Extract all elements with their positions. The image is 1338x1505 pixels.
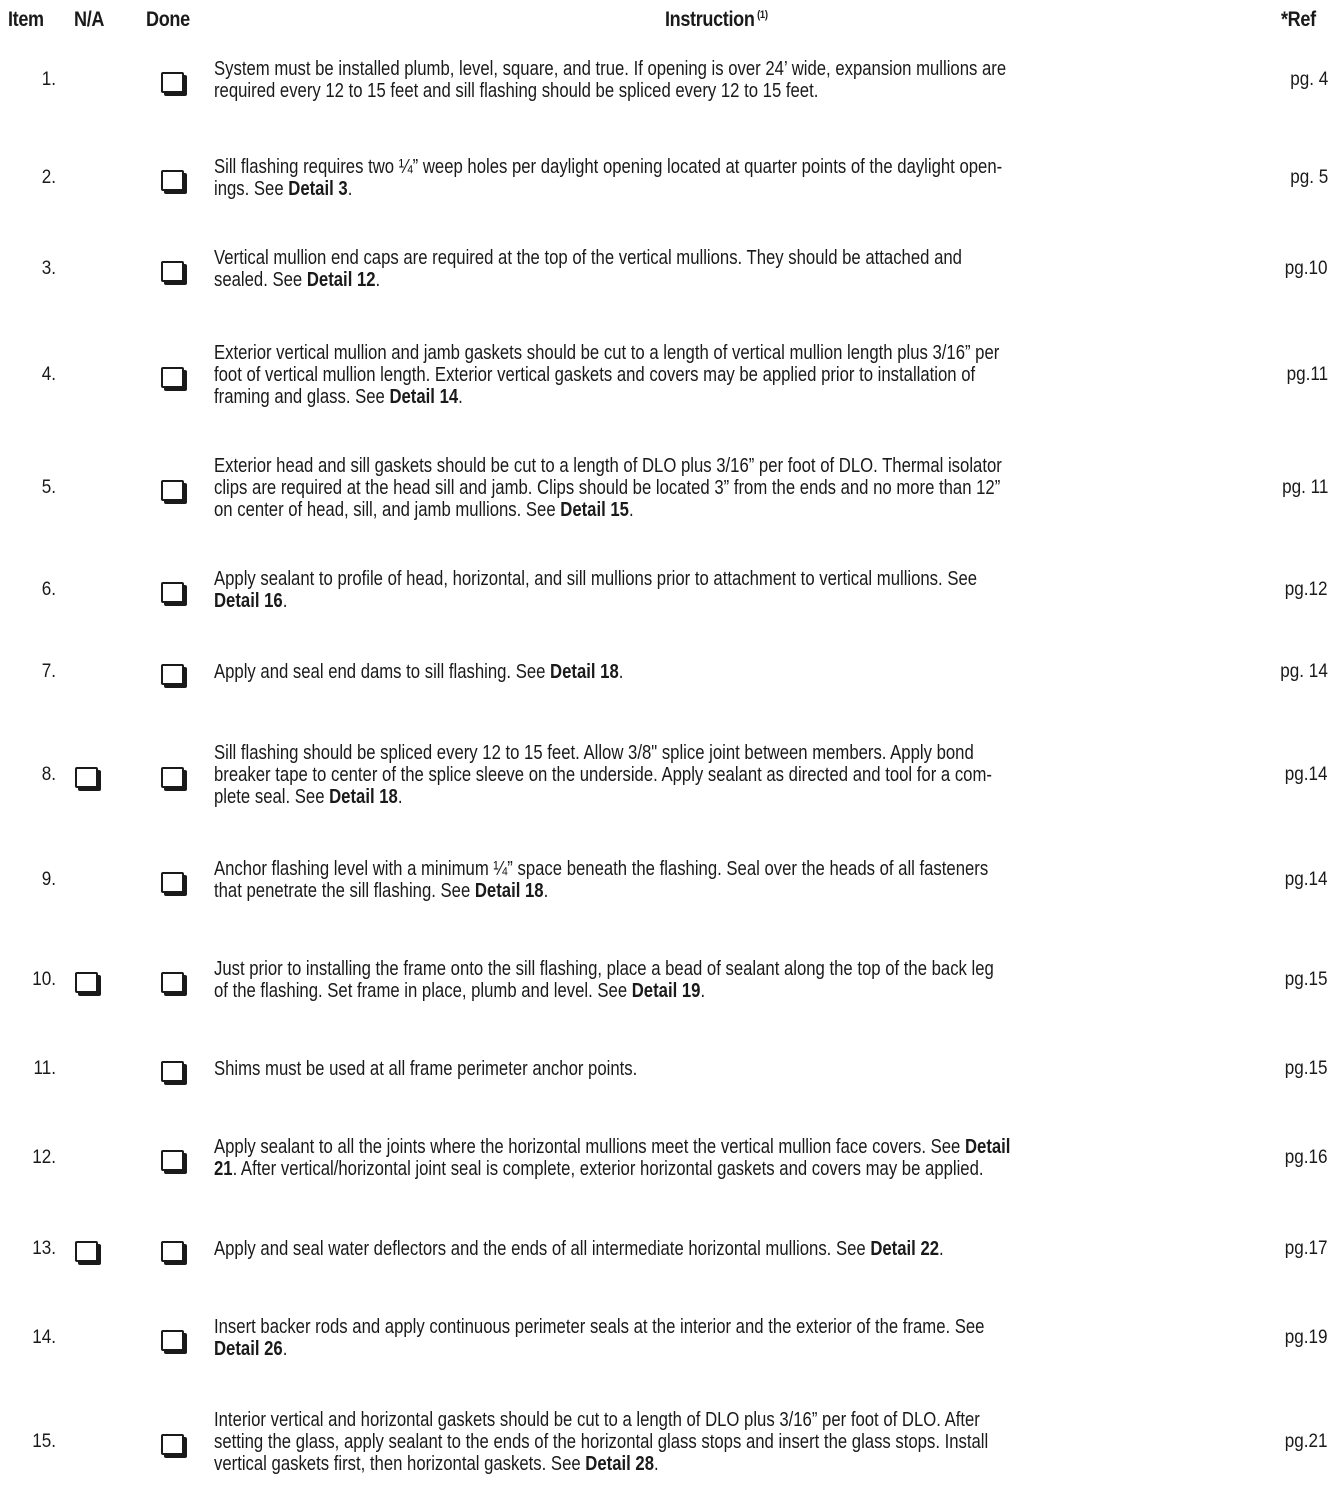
detail-reference: Detail 19 <box>631 980 701 1002</box>
item-number: 4. <box>41 364 56 385</box>
done-checkbox[interactable] <box>161 1150 184 1171</box>
page-reference: pg. 14 <box>1280 661 1328 682</box>
instruction-fragment: Apply sealant to all the joints where the horizontal mullions meet the vertical mullion face covers. See <box>214 1136 965 1158</box>
instruction-text <box>214 568 1291 612</box>
item-number: 12. <box>32 1147 56 1168</box>
instruction-header-label: Instruction <box>665 8 755 31</box>
page-reference: pg.14 <box>1285 869 1328 890</box>
instruction-line <box>214 980 1291 1002</box>
page-reference: pg.11 <box>1286 364 1328 385</box>
instruction-line <box>214 1453 1291 1475</box>
instruction-line <box>214 1136 1291 1158</box>
instruction-fragment: Exterior head and sill gaskets should be cut to a length of DLO plus 3/16” per foot of DLO. Thermal isolator <box>214 455 1002 477</box>
instruction-line <box>214 80 1291 102</box>
detail-reference: Detail 26 <box>214 1338 283 1360</box>
instruction-fragment: Just prior to installing the frame onto the sill flashing, place a bead of sealant along the top of the back leg <box>214 958 994 980</box>
instruction-fragment: on center of head, sill, and jamb mullions. See <box>214 499 561 521</box>
instruction-text <box>214 1316 1291 1360</box>
column-header-na: N/A <box>74 8 105 31</box>
item-number: 1. <box>41 69 56 90</box>
instruction-line <box>214 477 1291 499</box>
instruction-line <box>214 590 1291 612</box>
instruction-fragment: . <box>282 590 288 612</box>
instruction-fragment: . <box>282 1338 288 1360</box>
instruction-fragment: Shims must be used at all frame perimeter anchor points. <box>214 1058 638 1080</box>
instruction-line <box>214 1409 1291 1431</box>
detail-reference: Detail 18 <box>474 880 544 902</box>
page-reference: pg.16 <box>1285 1147 1328 1168</box>
instruction-fragment: Apply and seal water deflectors and the ends of all intermediate horizontal mullions. See <box>214 1238 871 1260</box>
instruction-fragment: . <box>618 661 624 683</box>
instruction-fragment: Vertical mullion end caps are required at the top of the vertical mullions. They should be attached and <box>214 247 962 269</box>
instruction-line <box>214 455 1291 477</box>
page-reference: pg. 4 <box>1289 69 1328 90</box>
instruction-fragment: Interior vertical and horizontal gaskets should be cut to a length of DLO plus 3/16” per foot of DLO. After <box>214 1409 980 1431</box>
instruction-fragment: sealed. See <box>214 269 307 291</box>
done-checkbox[interactable] <box>161 1061 184 1082</box>
done-checkbox[interactable] <box>161 72 184 93</box>
instruction-line <box>214 58 1291 80</box>
instruction-text <box>214 1058 1291 1080</box>
instruction-fragment: System must be installed plumb, level, square, and true. If opening is over 24’ wide, expansion mullions are <box>214 58 1007 80</box>
detail-reference: Detail 3 <box>288 178 348 200</box>
instruction-fragment: . <box>939 1238 944 1260</box>
instruction-fragment: . <box>347 178 353 200</box>
instruction-line <box>214 661 1291 683</box>
done-checkbox[interactable] <box>161 1241 184 1262</box>
done-checkbox[interactable] <box>161 582 184 603</box>
done-checkbox[interactable] <box>161 1330 184 1351</box>
detail-reference: Detail <box>964 1136 1011 1158</box>
instruction-line <box>214 786 1291 808</box>
instruction-fragment: clips are required at the head sill and jamb. Clips should be located 3” from the ends and no more than 12” <box>214 477 1001 499</box>
instruction-line <box>214 247 1291 269</box>
instruction-text <box>214 958 1291 1002</box>
item-number: 3. <box>41 258 56 279</box>
done-checkbox[interactable] <box>161 872 184 893</box>
detail-reference: Detail 18 <box>550 661 619 683</box>
page-reference: pg.19 <box>1285 1327 1328 1348</box>
page-reference: pg.17 <box>1285 1238 1328 1259</box>
instruction-fragment: Exterior vertical mullion and jamb gaskets should be cut to a length of vertical mullion length plus 3/16” per <box>214 342 1000 364</box>
detail-reference: Detail 15 <box>560 499 629 521</box>
instruction-fragment: . <box>397 786 403 808</box>
instruction-text <box>214 58 1291 102</box>
page-reference: pg.12 <box>1285 579 1328 600</box>
instruction-text <box>214 661 1291 683</box>
instruction-line <box>214 742 1291 764</box>
detail-reference: Detail 22 <box>870 1238 940 1260</box>
instruction-line <box>214 342 1291 364</box>
instruction-fragment: setting the glass, apply sealant to the ends of the horizontal glass stops and insert the glass stops. Install <box>214 1431 989 1453</box>
instruction-fragment: Sill flashing should be spliced every 12 to 15 feet. Allow 3/8" splice joint between members. Apply bond <box>214 742 974 764</box>
column-header-item: Item <box>8 8 44 31</box>
page-reference: pg.21 <box>1285 1431 1328 1452</box>
instruction-fragment: breaker tape to center of the splice sleeve on the underside. Apply sealant as directed and tool for a com- <box>214 764 992 786</box>
instruction-fragment: vertical gaskets first, then horizontal gaskets. See <box>214 1453 586 1475</box>
instruction-line <box>214 1158 1291 1180</box>
instruction-line <box>214 499 1291 521</box>
done-checkbox[interactable] <box>161 170 184 191</box>
instruction-line <box>214 178 1291 200</box>
instruction-text <box>214 156 1291 200</box>
instruction-line <box>214 1338 1291 1360</box>
instruction-line <box>214 568 1291 590</box>
instruction-fragment: . <box>653 1453 659 1475</box>
item-number: 5. <box>41 477 56 498</box>
instruction-line <box>214 880 1291 902</box>
instruction-fragment: . After vertical/horizontal joint seal is complete, exterior horizontal gaskets and covers may be applied. <box>232 1158 984 1180</box>
instruction-line <box>214 364 1291 386</box>
instruction-fragment: . <box>543 880 549 902</box>
detail-reference: Detail 14 <box>389 386 459 408</box>
instruction-fragment: ings. See <box>214 178 289 200</box>
item-number: 11. <box>33 1058 56 1079</box>
item-number: 9. <box>41 869 56 890</box>
instruction-text <box>214 247 1291 291</box>
page-reference: pg. 11 <box>1281 477 1328 498</box>
instruction-fragment: framing and glass. See <box>214 386 390 408</box>
instruction-fragment: plete seal. See <box>214 786 330 808</box>
instruction-line <box>214 958 1291 980</box>
done-checkbox[interactable] <box>161 972 184 993</box>
instruction-text <box>214 742 1291 808</box>
detail-reference: Detail 28 <box>585 1453 654 1475</box>
done-checkbox[interactable] <box>161 261 184 282</box>
instruction-line <box>214 156 1291 178</box>
instruction-fragment: . <box>700 980 706 1002</box>
instruction-fragment: Apply and seal end dams to sill flashing. See <box>214 661 551 683</box>
done-checkbox[interactable] <box>161 367 184 388</box>
instruction-fragment: Insert backer rods and apply continuous perimeter seals at the interior and the exterior of the frame. See <box>214 1316 985 1338</box>
instruction-text <box>214 342 1291 408</box>
item-number: 2. <box>41 167 56 188</box>
done-checkbox[interactable] <box>161 767 184 788</box>
detail-reference: 21 <box>214 1158 233 1180</box>
item-number: 13. <box>32 1238 56 1259</box>
done-checkbox[interactable] <box>161 664 184 685</box>
page-reference: pg. 5 <box>1289 167 1328 188</box>
instruction-line <box>214 764 1291 786</box>
item-number: 8. <box>41 764 56 785</box>
instruction-text <box>214 1409 1291 1475</box>
instruction-text <box>214 858 1291 902</box>
detail-reference: Detail 16 <box>214 590 283 612</box>
item-number: 15. <box>32 1431 56 1452</box>
instruction-text <box>214 455 1291 521</box>
instruction-line <box>214 1431 1291 1453</box>
instruction-fragment: that penetrate the sill flashing. See <box>214 880 475 902</box>
instruction-footnote-marker: (1) <box>757 9 768 21</box>
detail-reference: Detail 12 <box>306 269 376 291</box>
instruction-text <box>214 1136 1291 1180</box>
instruction-fragment: required every 12 to 15 feet and sill flashing should be spliced every 12 to 15 feet. <box>214 80 819 102</box>
instruction-line <box>214 1316 1291 1338</box>
item-number: 6. <box>41 579 56 600</box>
instruction-fragment: . <box>628 499 634 521</box>
instruction-line <box>214 858 1291 880</box>
page-reference: pg.14 <box>1285 764 1328 785</box>
done-checkbox[interactable] <box>161 480 184 501</box>
instruction-line <box>214 386 1291 408</box>
instruction-fragment: Sill flashing requires two ¼” weep holes per daylight opening located at quarter points of the daylight open- <box>214 156 1003 178</box>
instruction-line <box>214 1238 1291 1260</box>
done-checkbox[interactable] <box>161 1434 184 1455</box>
item-number: 10. <box>32 969 56 990</box>
instruction-fragment: of the flashing. Set frame in place, plumb and level. See <box>214 980 632 1002</box>
instruction-line <box>214 269 1291 291</box>
instruction-line <box>214 1058 1291 1080</box>
instruction-fragment: . <box>458 386 463 408</box>
detail-reference: Detail 18 <box>329 786 398 808</box>
page-reference: pg.10 <box>1285 258 1328 279</box>
column-header-ref: *Ref <box>1281 8 1316 31</box>
na-checkbox[interactable] <box>75 1241 98 1262</box>
instruction-fragment: foot of vertical mullion length. Exterior vertical gaskets and covers may be applied prior to installation of <box>214 364 976 386</box>
page-reference: pg.15 <box>1285 1058 1328 1079</box>
column-header-done: Done <box>146 8 190 31</box>
instruction-fragment: Anchor flashing level with a minimum ¼” space beneath the flashing. Seal over the heads of all fasteners <box>214 858 989 880</box>
instruction-fragment: . <box>375 269 381 291</box>
instruction-fragment: Apply sealant to profile of head, horizontal, and sill mullions prior to attachment to vertical mullions. See <box>214 568 978 590</box>
page-reference: pg.15 <box>1285 969 1328 990</box>
na-checkbox[interactable] <box>75 767 98 788</box>
item-number: 14. <box>32 1327 56 1348</box>
instruction-text <box>214 1238 1291 1260</box>
na-checkbox[interactable] <box>75 972 98 993</box>
item-number: 7. <box>41 661 56 682</box>
